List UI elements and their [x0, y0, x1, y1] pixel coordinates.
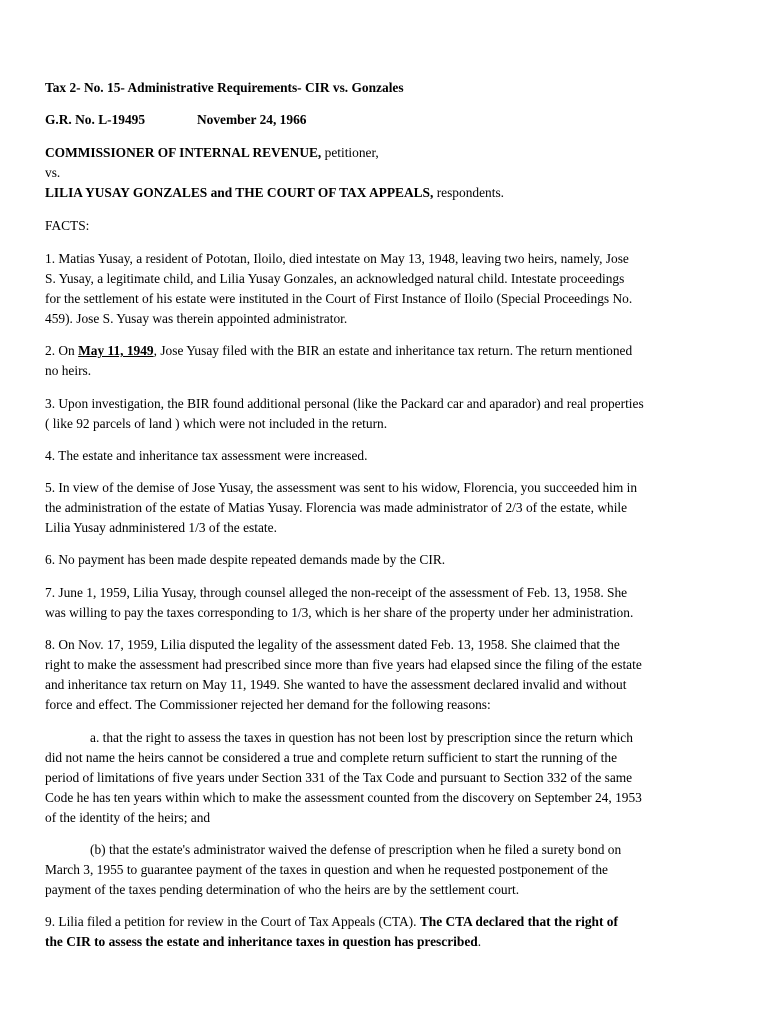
petitioner-line: [45, 143, 379, 164]
fact-2-text: , Jose Yusay filed with the BIR an estate and inheritance tax return. The return mentioned: [153, 343, 633, 358]
reason-b-line: payment of the taxes pending determination of who the heirs are by the settlement court.: [45, 882, 520, 897]
fact-7-line: was willing to pay the taxes corresponding to 1/3, which is her share of the property under her administration.: [45, 605, 634, 620]
fact-9-end: .: [477, 934, 482, 949]
fact-1-line: 459). Jose S. Yusay was therein appointed administrator.: [45, 311, 348, 326]
reason-a-line: of the identity of the heirs; and: [45, 810, 211, 825]
fact-8-line: 8. On Nov. 17, 1959, Lilia disputed the legality of the assessment dated Feb. 13, 1958. She claimed that the: [45, 637, 620, 652]
fact-9-line: [45, 932, 481, 953]
fact-9-line: [45, 912, 618, 933]
petitioner-role: petitioner,: [321, 145, 379, 160]
fact-3-line: ( like 92 parcels of land ) which were not included in the return.: [45, 416, 388, 431]
reason-a-line: did not name the heirs cannot be considered a true and complete return sufficient to start the running of the: [45, 750, 618, 765]
cta-ruling: The CTA declared that the right of: [419, 914, 618, 929]
reason-b-line: March 3, 1955 to guarantee payment of the taxes in question and when he requested postponement of the: [45, 862, 608, 877]
fact-8-line: force and effect. The Commissioner rejected her demand for the following reasons:: [45, 697, 491, 712]
reason-b-line: (b) that the estate's administrator waived the defense of prescription when he filed a surety bond on: [90, 842, 622, 857]
respondent-line: [45, 183, 504, 204]
fact-5-line: the administration of the estate of Matias Yusay. Florencia was made administrator of 2/3 of the estate, while: [45, 500, 628, 515]
fact-8-line: right to make the assessment had prescribed since more than five years had elapsed since the filing of the estate: [45, 657, 642, 672]
reason-a-line: Code he has ten years within which to make the assessment counted from the discovery on September 24, 1953: [45, 790, 642, 805]
case-date: November 24, 1966: [197, 112, 307, 127]
fact-2-line: no heirs.: [45, 363, 92, 378]
reason-a-line: a. that the right to assess the taxes in question has not been lost by prescription since the return which: [90, 730, 633, 745]
fact-9-text: 9. Lilia filed a petition for review in the Court of Tax Appeals (CTA).: [45, 914, 420, 929]
fact-3-line: 3. Upon investigation, the BIR found additional personal (like the Packard car and aparador) and real properties: [45, 396, 644, 411]
fact-1-line: for the settlement of his estate were instituted in the Court of First Instance of Iloilo (Special Proceedings No.: [45, 291, 633, 306]
fact-7-line: 7. June 1, 1959, Lilia Yusay, through counsel alleged the non-receipt of the assessment of Feb. 13, 1958. She: [45, 585, 628, 600]
fact-4-line: 4. The estate and inheritance tax assessment were increased.: [45, 448, 368, 463]
fact-1-line: S. Yusay, a legitimate child, and Lilia Yusay Gonzales, an acknowledged natural child. Intestate proceedings: [45, 271, 625, 286]
fact-5-line: Lilia Yusay adnministered 1/3 of the estate.: [45, 520, 277, 535]
respondent-name: LILIA YUSAY GONZALES and THE COURT OF TAX APPEALS,: [45, 185, 434, 200]
case-number: G.R. No. L-19495: [45, 112, 146, 127]
fact-2-prefix: 2. On: [45, 343, 79, 358]
versus: vs.: [45, 165, 61, 180]
fact-2-line: [45, 341, 632, 362]
cta-ruling-cont: the CIR to assess the estate and inheritance taxes in question has prescribed: [45, 934, 478, 949]
fact-5-line: 5. In view of the demise of Jose Yusay, the assessment was sent to his widow, Florencia, you succeeded him in: [45, 480, 638, 495]
filing-date: May 11, 1949: [78, 343, 154, 358]
fact-1-line: 1. Matias Yusay, a resident of Pototan, Iloilo, died intestate on May 13, 1948, leaving two heirs, namely, Jose: [45, 251, 629, 266]
facts-heading: FACTS:: [45, 218, 90, 233]
fact-8-line: and inheritance tax return on May 11, 1949. She wanted to have the assessment declared invalid and without: [45, 677, 627, 692]
document-title: Tax 2- No. 15- Administrative Requirements- CIR vs. Gonzales: [45, 80, 404, 95]
case-header: [45, 110, 306, 131]
petitioner-name: COMMISSIONER OF INTERNAL REVENUE,: [45, 145, 322, 160]
fact-6-line: 6. No payment has been made despite repeated demands made by the CIR.: [45, 552, 446, 567]
respondent-role: respondents.: [433, 185, 505, 200]
reason-a-line: period of limitations of five years under Section 331 of the Tax Code and pursuant to Section 332 of the same: [45, 770, 633, 785]
